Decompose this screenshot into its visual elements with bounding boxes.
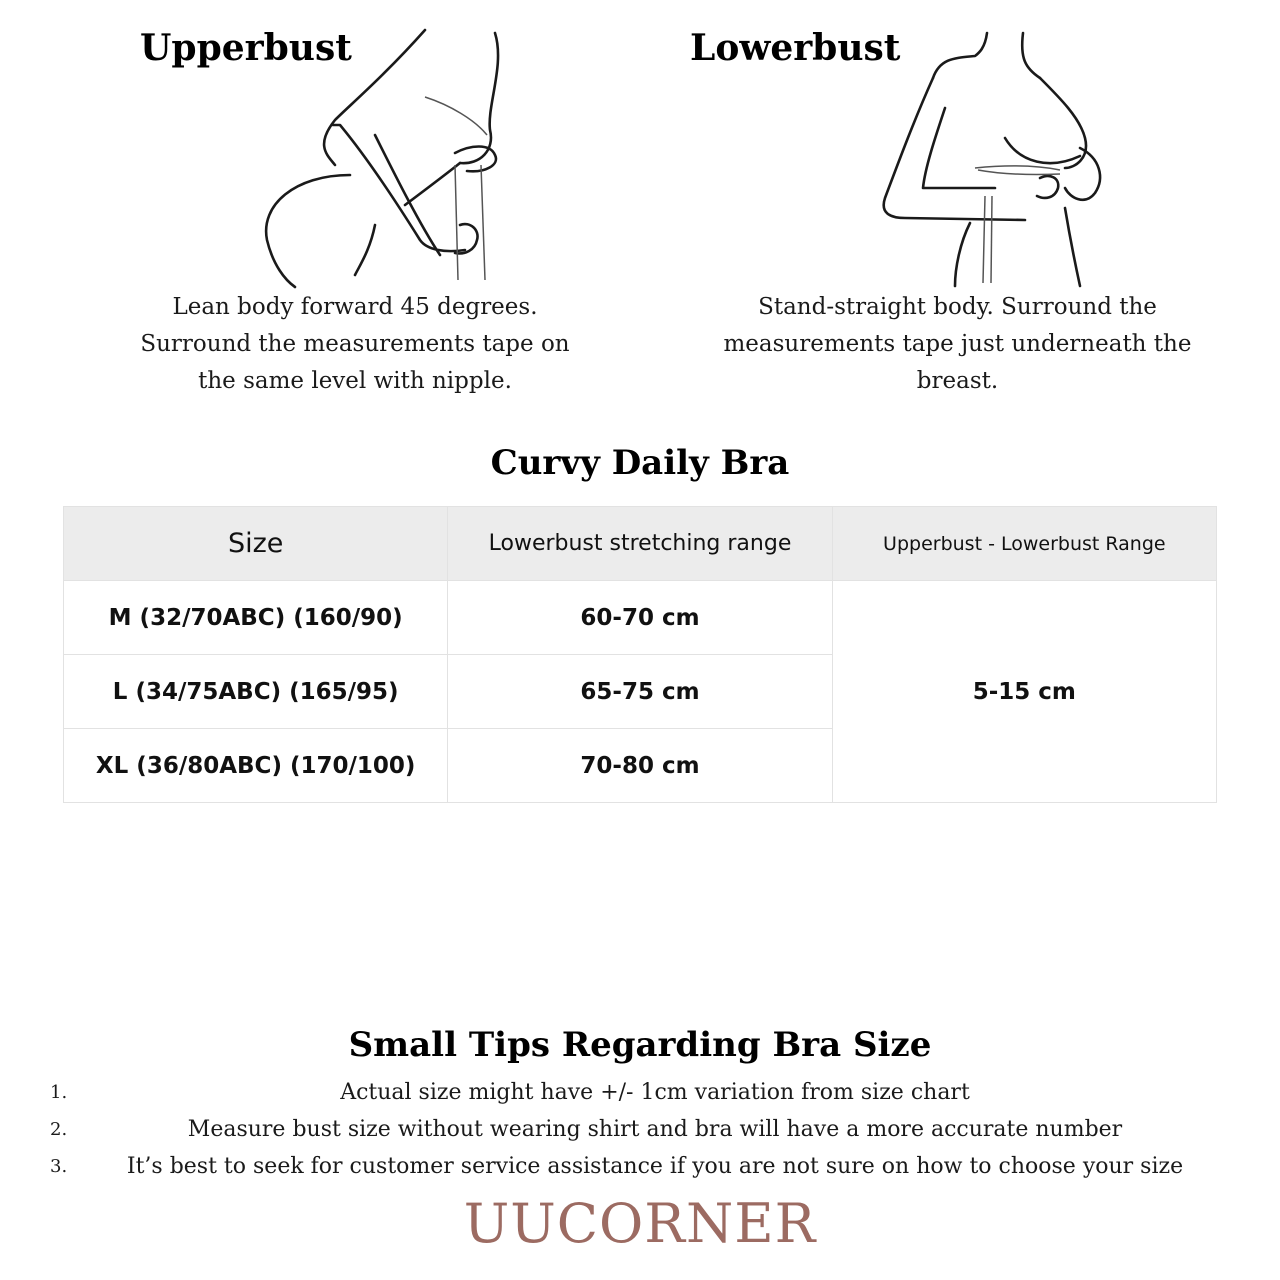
- size-chart-table: [63, 506, 1217, 803]
- caption-line: Surround the measurements tape on: [140, 331, 570, 357]
- upperbust-heading: Upperbust: [140, 27, 352, 69]
- brand-logo-text: UUCORNER: [463, 1192, 817, 1255]
- tip-text: Measure bust size without wearing shirt and bra will have a more accurate number: [187, 1117, 1123, 1142]
- header-upper-lower-range: Upperbust - Lowerbust Range: [832, 507, 1216, 581]
- caption-line: the same level with nipple.: [198, 368, 512, 394]
- upperbust-illustration: [255, 25, 515, 290]
- size-cell: XL (36/80ABC) (170/100): [64, 729, 448, 803]
- list-item: [50, 1074, 1230, 1111]
- tip-text: Actual size might have +/- 1cm variation from size chart: [340, 1080, 970, 1105]
- lowerbust-cell: 70-80 cm: [448, 729, 832, 803]
- table-header-row: [64, 507, 1217, 581]
- caption-line: Lean body forward 45 degrees.: [172, 294, 538, 320]
- lowerbust-illustration: [875, 28, 1115, 290]
- header-size: Size: [64, 507, 448, 581]
- tip-number: 3.: [50, 1156, 68, 1177]
- shared-range-cell: 5-15 cm: [832, 581, 1216, 803]
- tips-title: Small Tips Regarding Bra Size: [348, 1025, 932, 1065]
- tip-text: It’s best to seek for customer service assistance if you are not sure on how to choose your size: [126, 1154, 1184, 1179]
- lowerbust-cell: 60-70 cm: [448, 581, 832, 655]
- lowerbust-caption: [700, 289, 1215, 400]
- caption-line: Stand-straight body. Surround the: [758, 294, 1157, 320]
- tip-number: 1.: [50, 1082, 68, 1103]
- size-cell: L (34/75ABC) (165/95): [64, 655, 448, 729]
- size-cell: M (32/70ABC) (160/90): [64, 581, 448, 655]
- list-item: [50, 1148, 1230, 1185]
- lowerbust-cell: 65-75 cm: [448, 655, 832, 729]
- caption-line: breast.: [916, 368, 999, 394]
- size-chart-title: Curvy Daily Bra: [490, 443, 790, 483]
- tips-list: [50, 1074, 1230, 1185]
- caption-line: measurements tape just underneath the: [723, 331, 1192, 357]
- list-item: [50, 1111, 1230, 1148]
- tip-number: 2.: [50, 1119, 68, 1140]
- upperbust-caption: [105, 289, 605, 400]
- header-lowerbust-range: Lowerbust stretching range: [448, 507, 832, 581]
- lowerbust-heading: Lowerbust: [690, 27, 901, 69]
- table-row: [64, 581, 1217, 655]
